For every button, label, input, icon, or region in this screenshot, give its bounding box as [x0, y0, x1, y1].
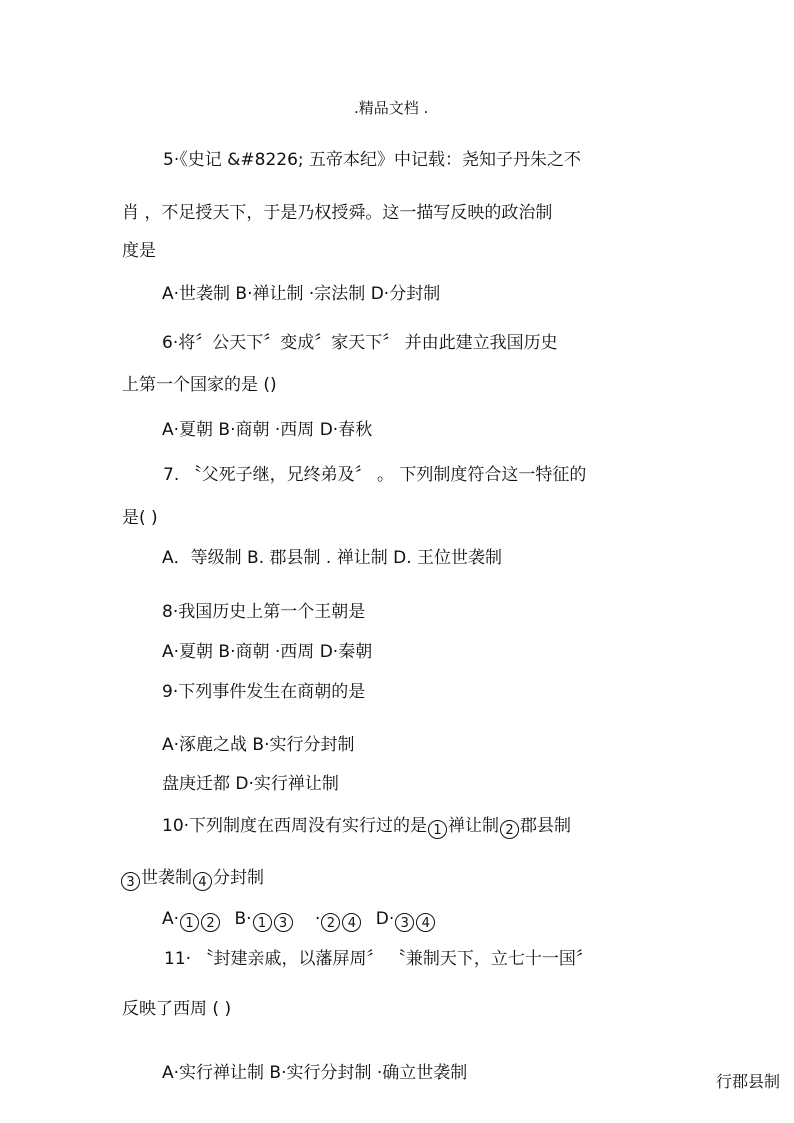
question-10-line-1 [162, 816, 571, 839]
option-4-text: 分封制 [213, 868, 264, 888]
question-11-line-2: 反映了西周 ( ) [122, 999, 232, 1019]
question-9-options-2: 盘庚迁都 D·实行禅让制 [162, 774, 339, 794]
circled-number-3: 3 [121, 872, 140, 891]
question-9-line-1: 9·下列事件发生在商朝的是 [162, 682, 366, 702]
question-9-options-1: A·涿鹿之战 B·实行分封制 [162, 735, 355, 755]
question-6-options: A·夏朝 B·商朝 ·西周 D·春秋 [162, 420, 373, 440]
question-6-line-1: 6·将〞公天下〞变成〞家天下〞 并由此建立我国历史 [162, 333, 558, 353]
choice-c-circle-2: 4 [342, 913, 361, 932]
choice-b-circle-1: 1 [253, 913, 272, 932]
question-5-line-2: 肖 ，不足授天下，于是乃权授舜。这一描写反映的政治制 [122, 203, 553, 223]
question-10-options [162, 909, 436, 932]
question-8-line-1: 8·我国历史上第一个王朝是 [162, 602, 366, 622]
choice-a-circle-1: 1 [180, 913, 199, 932]
choice-b-circle-2: 3 [274, 913, 293, 932]
circled-number-2: 2 [500, 820, 519, 839]
choice-a-label: A· [162, 909, 180, 929]
choice-a-circle-2: 2 [201, 913, 220, 932]
option-2-text: 郡县制 [520, 816, 572, 836]
question-6-line-2: 上第一个国家的是 () [122, 375, 277, 395]
choice-d-label: D· [375, 909, 395, 929]
choice-d-circle-1: 3 [395, 913, 414, 932]
choice-d-circle-2: 4 [416, 913, 435, 932]
circled-number-1: 1 [428, 820, 447, 839]
option-3-text: 世袭制 [141, 868, 192, 888]
option-1-text: 禅让制 [448, 816, 500, 836]
question-11-option-d-fragment: 行郡县制 [716, 1072, 781, 1091]
choice-c-label: · [314, 909, 321, 929]
question-7-options: A．等级制 B. 郡县制 . 禅让制 D. 王位世袭制 [162, 548, 503, 568]
choice-c-circle-1: 2 [321, 913, 340, 932]
question-5-line-1: 5·《史记 &#8226; 五帝本纪》中记载：尧知子丹朱之不 [163, 150, 582, 170]
question-11-line-1: 11· 〝封建亲戚，以藩屏周〞 〝兼制天下，立七十一国〞 [164, 949, 593, 969]
question-5-line-3: 度是 [122, 241, 156, 261]
circled-number-4: 4 [193, 872, 212, 891]
question-7-line-1: 7. 〝父死子继，兄终弟及〞 。 下列制度符合这一特征的 [163, 465, 587, 485]
question-5-options: A·世袭制 B·禅让制 ·宗法制 D·分封制 [162, 284, 441, 304]
choice-b-label: B· [234, 909, 252, 929]
question-10-stem: 10·下列制度在西周没有实行过的是 [162, 816, 428, 836]
question-7-line-2: 是( ) [122, 508, 158, 528]
question-10-line-2 [120, 868, 264, 891]
page-header: .精品文档 . [354, 99, 429, 117]
question-11-options: A·实行禅让制 B·实行分封制 ·确立世袭制 [162, 1063, 468, 1083]
question-8-options: A·夏朝 B·商朝 ·西周 D·秦朝 [162, 642, 373, 662]
